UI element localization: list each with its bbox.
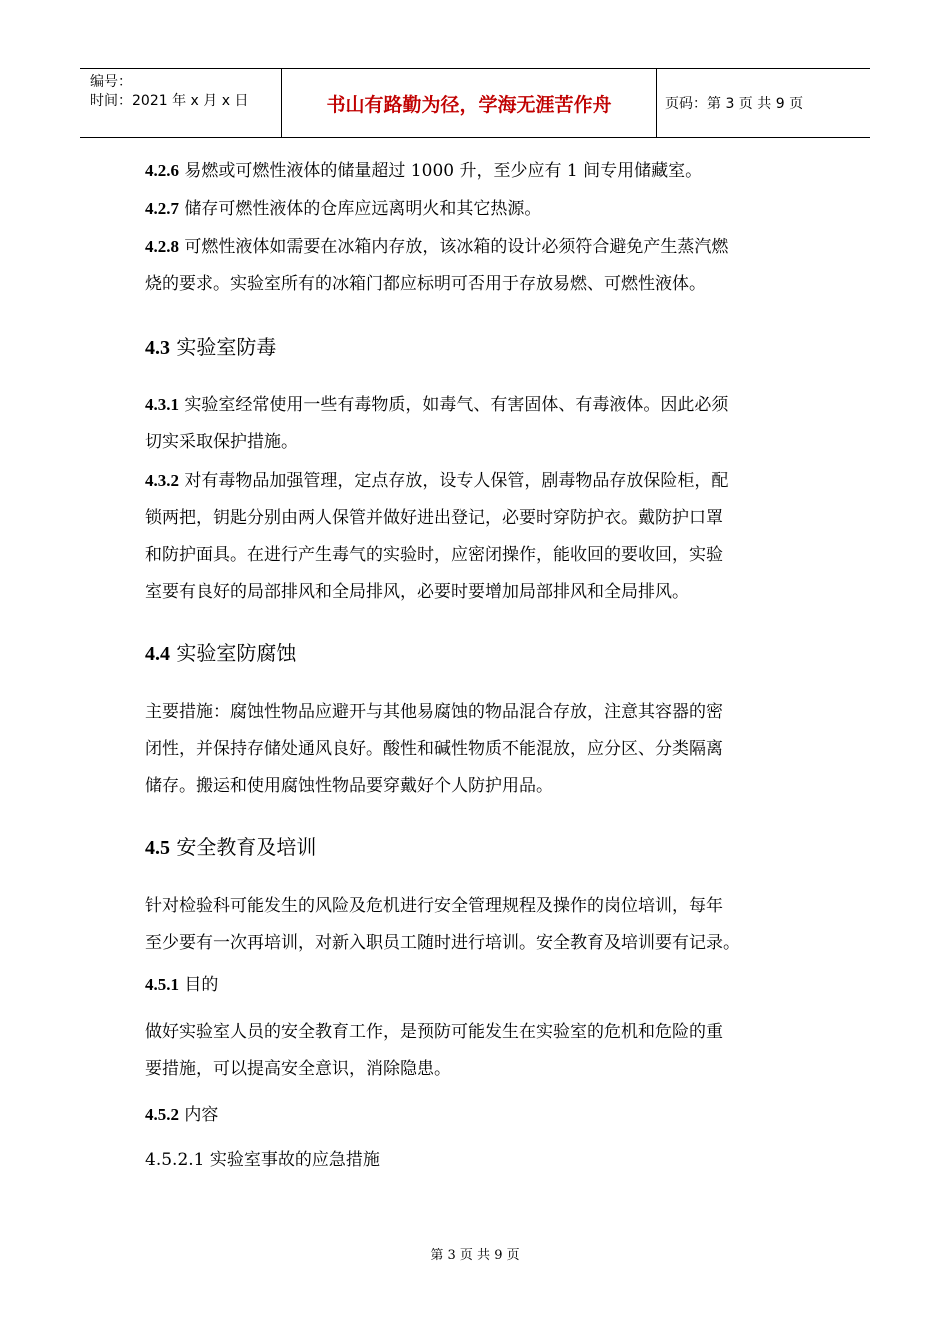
section-number: 4.3 (145, 337, 170, 359)
paragraph-text: 和防护面具。在进行产生毒气的实验时，应密闭操作，能收回的要收回，实验 (145, 545, 723, 565)
paragraph-text: 烧的要求。实验室所有的冰箱门都应标明可否用于存放易燃、可燃性液体。 (145, 274, 706, 294)
section-number: 4.5.2 (145, 1105, 179, 1124)
page-footer: 第 3 页 共 9 页 (430, 1248, 520, 1263)
paragraph-text: 实验室经常使用一些有毒物质，如毒气、有害固体、有毒液体。因此必须 (179, 395, 729, 415)
paragraph-text: 闭性，并保持存储处通风良好。酸性和碱性物质不能混放，应分区、分类隔离 (145, 739, 723, 759)
paragraph-4-5-1 (145, 1014, 813, 1088)
paragraph-text: 易燃或可燃性液体的储量超过 1000 升，至少应有 1 间专用储藏室。 (179, 161, 703, 181)
section-number: 4.2.6 (145, 161, 179, 180)
heading-4-5-1 (145, 966, 813, 1004)
section-number: 4.2.8 (145, 237, 179, 256)
paragraph-4-2-8 (145, 228, 813, 303)
heading-4-5-2-1: 4.5.2.1 实验室事故的应急措施 (145, 1150, 380, 1170)
paragraph-text: 要措施，可以提高安全意识，消除隐患。 (145, 1059, 451, 1079)
paragraph-text: 至少要有一次再培训，对新入职员工随时进行培训。安全教育及培训要有记录。 (145, 933, 740, 953)
heading-4-4 (145, 635, 813, 672)
header-page-info: 页码：第 3 页 共 9 页 (665, 96, 804, 112)
paragraph-text: 切实采取保护措施。 (145, 432, 298, 452)
paragraph-4-3-1 (145, 386, 813, 461)
section-number: 4.3.2 (145, 471, 179, 490)
section-number: 4.2.7 (145, 199, 179, 218)
document-date: 时间：2021 年 x 月 x 日 (90, 93, 249, 109)
paragraph-text: 储存可燃性液体的仓库应远离明火和其它热源。 (179, 199, 542, 219)
paragraph-text: 对有毒物品加强管理，定点存放，设专人保管，剧毒物品存放保险柜，配 (179, 471, 729, 491)
document-header (80, 68, 870, 138)
heading-4-5-2 (145, 1096, 813, 1134)
paragraph-text: 储存。搬运和使用腐蚀性物品要穿戴好个人防护用品。 (145, 776, 553, 796)
paragraph-text: 主要措施：腐蚀性物品应避开与其他易腐蚀的物品混合存放，注意其容器的密 (145, 702, 723, 722)
header-motto: 书山有路勤为径，学海无涯苦作舟 (282, 69, 657, 137)
heading-text: 实验室防毒 (170, 335, 277, 359)
paragraph-4-3-2 (145, 462, 813, 611)
paragraph-text: 做好实验室人员的安全教育工作，是预防可能发生在实验室的危机和危险的重 (145, 1022, 723, 1042)
section-number: 4.4 (145, 643, 170, 665)
paragraph-text: 室要有良好的局部排风和全局排风，必要时要增加局部排风和全局排风。 (145, 582, 689, 602)
paragraph-text: 针对检验科可能发生的风险及危机进行安全管理规程及操作的岗位培训，每年 (145, 896, 723, 916)
header-meta (80, 69, 282, 137)
paragraph-4-2-7 (145, 190, 813, 228)
heading-4-5 (145, 829, 813, 866)
paragraph-4-5 (145, 888, 813, 962)
heading-4-3 (145, 329, 813, 366)
heading-text: 安全教育及培训 (170, 835, 317, 859)
paragraph-text: 锁两把，钥匙分别由两人保管并做好进出登记，必要时穿防护衣。戴防护口罩 (145, 508, 723, 528)
section-number: 4.5 (145, 837, 170, 859)
heading-text: 内容 (179, 1105, 219, 1125)
section-number: 4.3.1 (145, 395, 179, 414)
document-body (145, 150, 813, 1179)
paragraph-text: 可燃性液体如需要在冰箱内存放，该冰箱的设计必须符合避免产生蒸汽燃 (179, 237, 729, 257)
document-number-label: 编号： (90, 74, 132, 90)
heading-text: 实验室防腐蚀 (170, 641, 297, 665)
section-number: 4.5.1 (145, 975, 179, 994)
paragraph-4-2-6 (145, 152, 813, 190)
paragraph-4-4 (145, 694, 813, 805)
heading-text: 目的 (179, 975, 219, 995)
